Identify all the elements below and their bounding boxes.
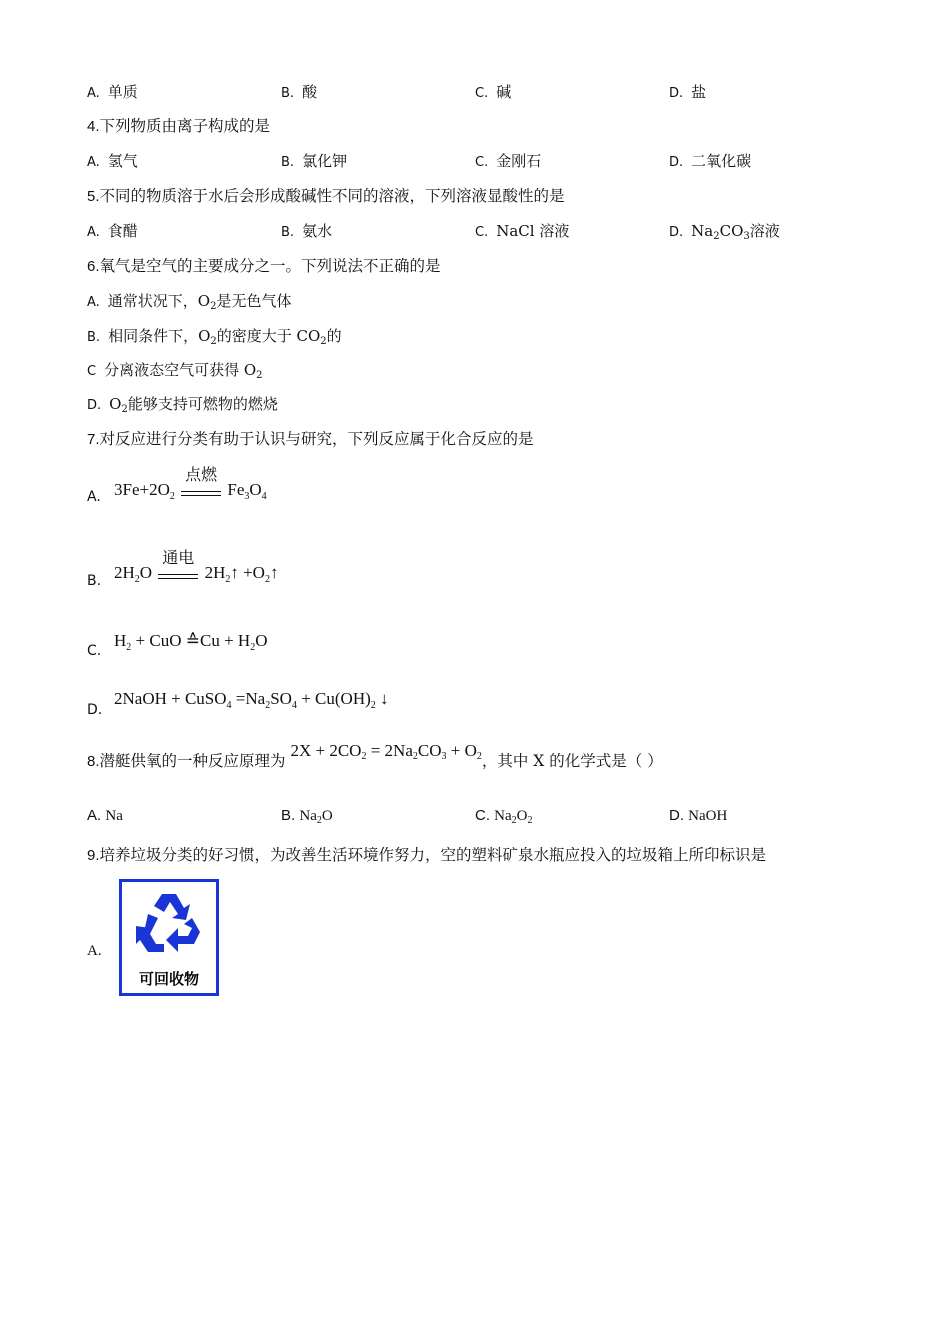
reaction-condition: 点燃 [179, 482, 223, 502]
reaction-condition: 通电 [156, 565, 200, 585]
q8-stem: 8.潜艇供氧的一种反应原理为 $2X + 2CO_2 = 2Na_2CO_3 + O_2$，其中 X 的化学式是（ ） [87, 741, 663, 770]
q9-stem: 9.培养垃圾分类的好习惯，为改善生活环境作努力，空的塑料矿泉水瓶应投入的垃圾箱上所印标识是 [87, 846, 767, 864]
q7-option-b-letter: B. [87, 573, 102, 589]
q7-option-b-equation: $2H_2O$ 通电 $2H_2↑$ $+O_2↑$ [114, 548, 279, 585]
q8-equation: $2X + 2CO_2 = 2Na_2CO_3 + O_2$ [290, 741, 482, 762]
q6-option-b: B. 相同条件下，$O_2$的密度大于 $CO_2$的 [87, 327, 342, 347]
q7-option-a-letter: A. [87, 489, 101, 505]
q5-option-a: A. 食醋 [87, 222, 138, 240]
q5-options [0, 220, 950, 246]
q3-option-c: C. 碱 [475, 83, 512, 101]
q4-option-d: D. 二氧化碳 [669, 152, 752, 170]
q9-option-a-letter: A. [87, 943, 102, 959]
q6-option-d: D. $O_2$能够支持可燃物的燃烧 [87, 395, 278, 415]
q7-option-c-equation: $H_2$ + CuO ≙Cu + $H_2O$ [114, 631, 268, 653]
recycle-icon [122, 884, 216, 964]
q5-option-d: D. $Na_2CO_3$溶液 [669, 222, 780, 242]
q7-option-d-equation: 2NaOH + CuSO$_4$ $=Na_2SO_4 + Cu(OH)_2$ ↓ [114, 689, 389, 711]
q5-option-b: B. 氨水 [281, 222, 333, 240]
q4-option-b: B. 氯化钾 [281, 152, 348, 170]
q6-option-c: C 分离液态空气可获得 $O_2$ [87, 361, 263, 381]
q4-option-c: C. 金刚石 [475, 152, 542, 170]
q4-option-a: A. 氢气 [87, 152, 138, 170]
q5-stem: 5.不同的物质溶于水后会形成酸碱性不同的溶液，下列溶液显酸性的是 [87, 187, 565, 205]
q3-option-a: A. 单质 [87, 83, 138, 101]
q8-option-a: A. Na [87, 807, 123, 824]
q6-option-a: A. 通常状况下，$O_2$是无色气体 [87, 292, 292, 312]
q7-option-a-equation: $3Fe+2O_2$ 点燃 $Fe_3O_4$ [114, 465, 267, 502]
q3-option-b: B. 酸 [281, 83, 318, 101]
q8-option-c: C. $Na_2O_2$ [475, 807, 533, 826]
q8-option-b: B. $Na_2O$ [281, 807, 333, 826]
q6-stem: 6.氧气是空气的主要成分之一。下列说法不正确的是 [87, 257, 441, 275]
q7-stem: 7.对反应进行分类有助于认识与研究，下列反应属于化合反应的是 [87, 430, 534, 448]
q8-options [0, 807, 950, 833]
q5-option-c: C. NaCl 溶液 [475, 222, 570, 240]
q8-option-d: D. NaOH [669, 807, 728, 824]
q4-options [0, 150, 950, 176]
q3-option-d: D. 盐 [669, 83, 707, 101]
q7-option-c-letter: C. [87, 643, 102, 659]
recyclable-sign [119, 879, 219, 996]
q4-stem: 4.下列物质由离子构成的是 [87, 117, 271, 135]
recyclable-sign-label: 可回收物 [138, 970, 199, 988]
q7-option-d-letter: D. [87, 702, 103, 718]
q3-options [0, 81, 950, 107]
